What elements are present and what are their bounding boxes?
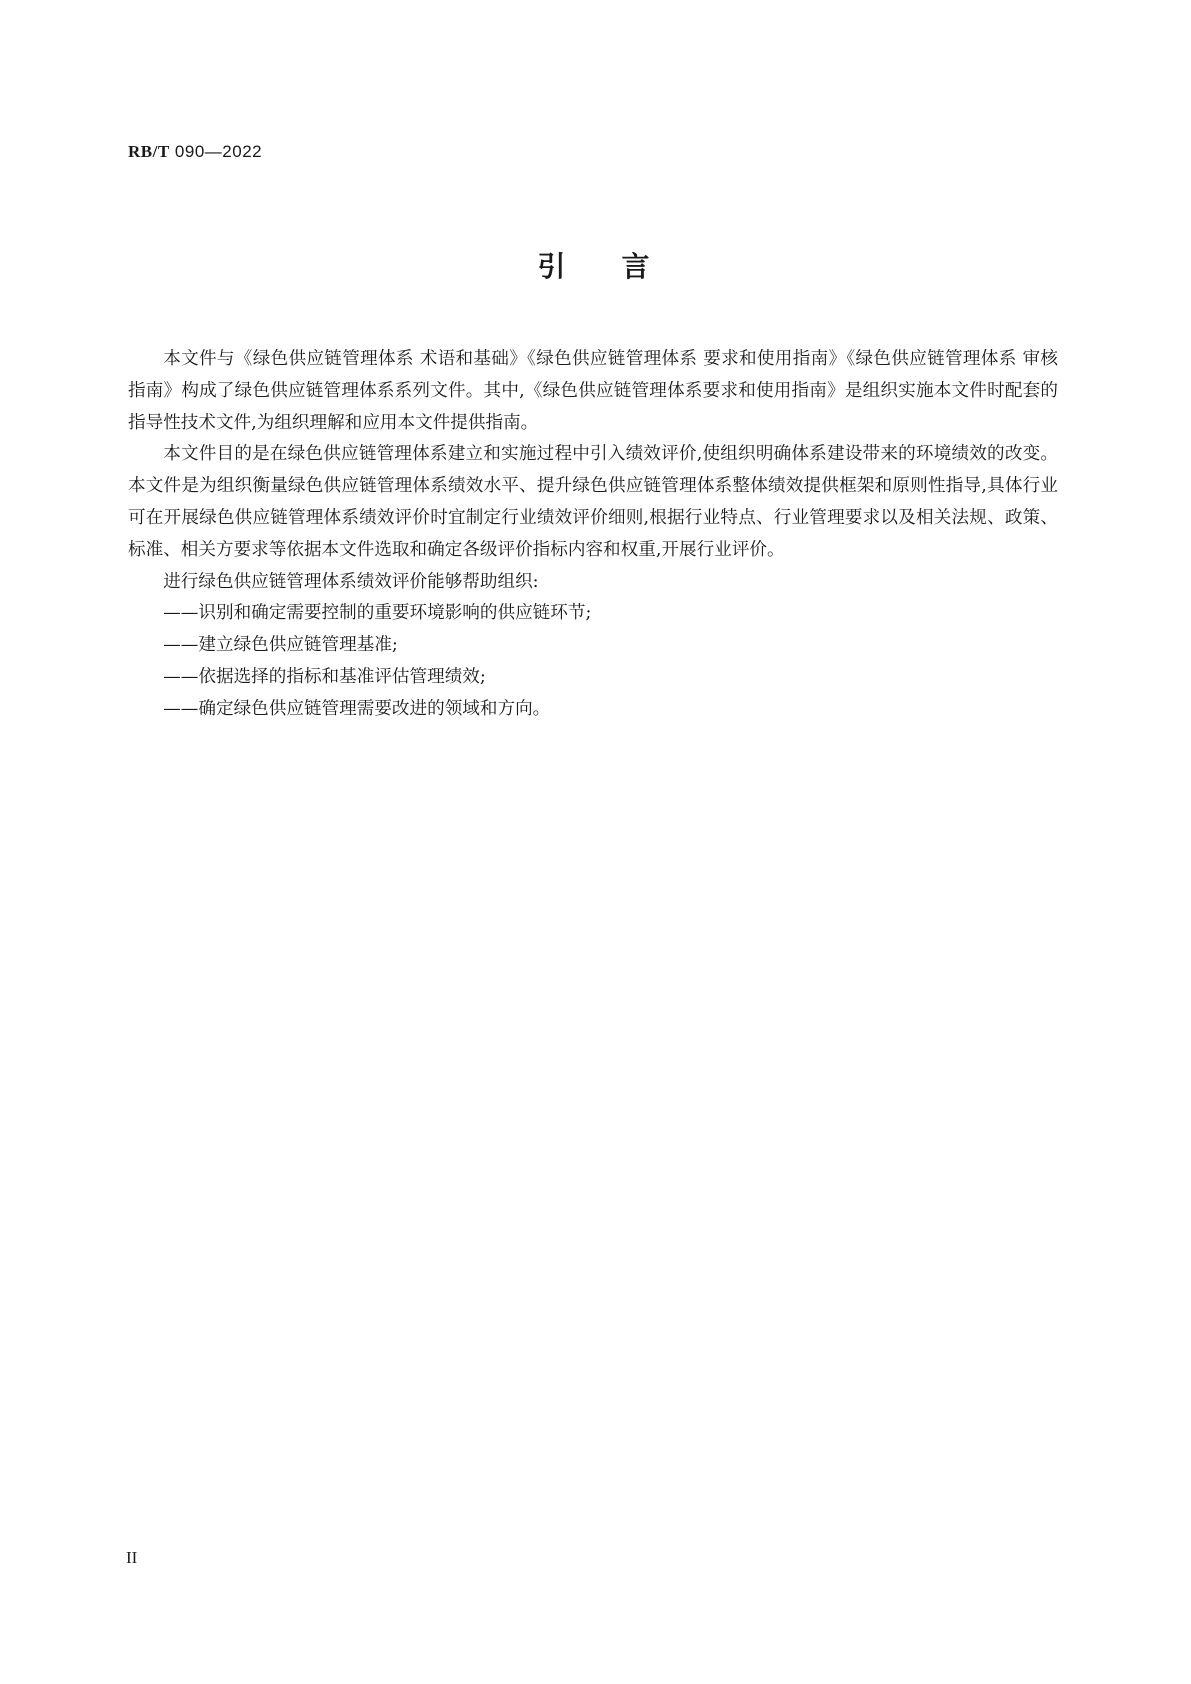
- paragraph-2: 本文件目的是在绿色供应链管理体系建立和实施过程中引入绩效评价,使组织明确体系建设带来的环境绩效的改变。本文件是为组织衡量绿色供应链管理体系绩效水平、提升绿色供应链管理体系整体绩效提供框架和原则性指导,具体行业可在开展绿色供应链管理体系绩效评价时宜制定行业绩效评价细则,根据行业特点、行业管理要求以及相关法规、政策、标准、相关方要求等依据本文件选取和确定各级评价指标内容和权重,开展行业评价。: [128, 444, 1058, 560]
- standard-number: 090—2022: [174, 142, 263, 161]
- list-item: ——建立绿色供应链管理基准;: [163, 635, 398, 656]
- introduction-body: [128, 344, 1058, 726]
- title-char-2: 言: [621, 250, 654, 283]
- page-number: II: [126, 1548, 138, 1567]
- list-item: ——识别和确定需要控制的重要环境影响的供应链环节;: [163, 603, 592, 624]
- title-char-1: 引: [537, 250, 570, 283]
- standard-code: [128, 142, 262, 162]
- paragraph-3: 进行绿色供应链管理体系绩效评价能够帮助组织:: [163, 571, 539, 592]
- page-title: [0, 245, 1191, 285]
- list-item: ——确定绿色供应链管理需要改进的领域和方向。: [163, 698, 551, 719]
- paragraph-1: 本文件与《绿色供应链管理体系 术语和基础》《绿色供应链管理体系 要求和使用指南》《绿色供应链管理体系 审核指南》构成了绿色供应链管理体系系列文件。其中,《绿色供应链管理体系要求和使用指南》是组织实施本文件时配套的指导性技术文件,为组织理解和应用本文件提供指南。: [128, 349, 1058, 433]
- standard-prefix: RB/T: [128, 142, 170, 161]
- list-item: ——依据选择的指标和基准评估管理绩效;: [163, 666, 486, 687]
